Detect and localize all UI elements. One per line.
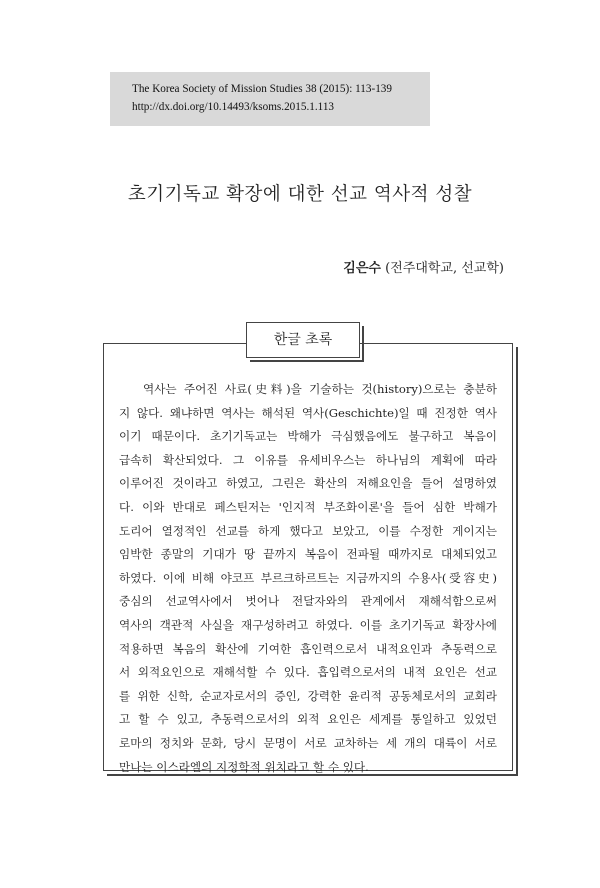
abstract-line: 서 외적요인으로 재해석할 수 있다. 흡입력으로서의 내적 요인은 선교 <box>119 665 497 680</box>
abstract-line: 적용하면 복음의 확산에 기여한 흡인력으로서 내적요인과 추동력으로 <box>119 641 497 656</box>
abstract-line: 임박한 종말의 기대가 땅 끝까지 복음이 전파될 때까지로 대체되었고 <box>119 547 497 562</box>
abstract-line: 이기 때문이다. 초기기독교는 박해가 극심했음에도 불구하고 복음이 <box>119 429 497 444</box>
abstract-line: 만나는 이스라엘의 지정학적 위치라고 할 수 있다. <box>119 759 369 774</box>
abstract-line: 를 위한 신학, 순교자로서의 증인, 강력한 윤리적 공동체로서의 교회라 <box>119 688 497 703</box>
abstract-line: 로마의 정치와 문화, 당시 문명이 서로 교차하는 세 개의 대륙이 서로 <box>119 735 497 750</box>
abstract-line: 다. 이와 반대로 페스틴저는 '인지적 부조화이론'을 들어 심한 박해가 <box>119 499 497 514</box>
abstract-line: 도리어 열정적인 선교를 하게 했다고 보았고, 이를 수정한 게이지는 <box>119 523 497 538</box>
abstract-line: 역사는 주어진 사료(史料)을 기술하는 것(history)으로는 충분하 <box>143 382 497 396</box>
journal-citation: The Korea Society of Mission Studies 38 (2015): 113-139 <box>132 83 392 95</box>
abstract-heading: 한글 초록 <box>246 322 360 358</box>
abstract-line: 이루어진 것이라고 하였고, 그린은 확산의 저해요인을 들어 설명하였 <box>119 476 497 491</box>
abstract-line: 급속히 확산되었다. 그 이유를 유세비우스는 하나님의 계획에 따라 <box>119 452 497 467</box>
abstract-line: 중심의 선교역사에서 벗어나 전달자와의 관계에서 재해석함으로써 <box>119 594 497 609</box>
doi-link[interactable]: http://dx.doi.org/10.14493/ksoms.2015.1.113 <box>132 101 335 113</box>
journal-info-box <box>110 72 430 126</box>
abstract-line: 역사의 객관적 사실을 재구성하려고 하였다. 이를 초기기독교 확장사에 <box>119 617 497 632</box>
author-name: 김은수 <box>343 261 381 276</box>
abstract-line: 하였다. 이에 비해 야코프 부르크하르트는 지금까지의 수용사(受容史) <box>119 570 497 585</box>
author-line <box>343 257 504 276</box>
paper-title: 초기기독교 확장에 대한 선교 역사적 성찰 <box>127 184 473 205</box>
abstract-line: 고 할 수 있고, 추동력으로서의 외적 요인은 세계를 통일하고 있었던 <box>119 712 497 727</box>
abstract-body <box>119 378 497 779</box>
author-affiliation: (전주대학교, 선교학) <box>385 261 504 276</box>
abstract-line: 지 않다. 왜냐하면 역사는 해석된 역사(Geschichte)일 때 진정한 역사 <box>119 405 497 420</box>
